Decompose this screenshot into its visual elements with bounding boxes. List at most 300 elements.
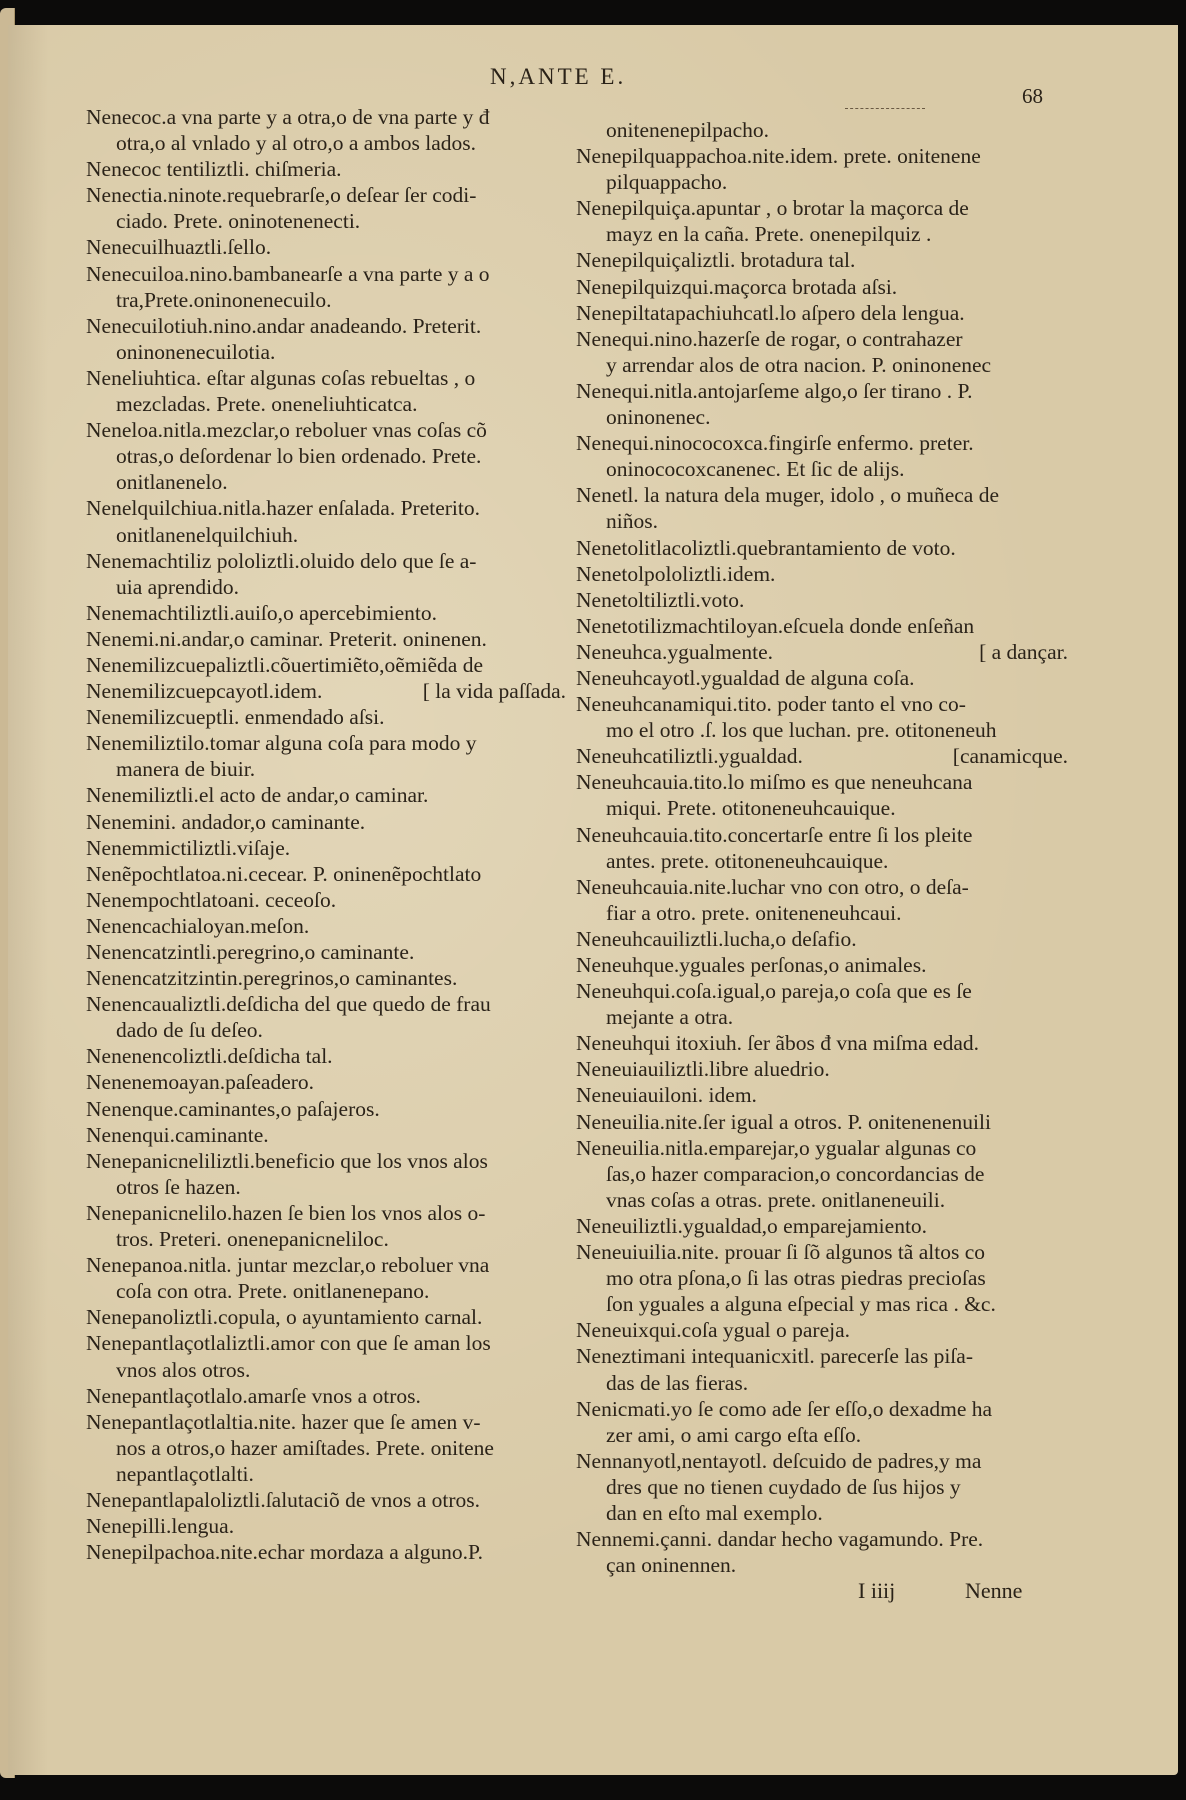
entry-headline bbox=[86, 678, 566, 704]
entry-continuation bbox=[86, 1461, 566, 1487]
entry-headline bbox=[576, 1396, 1056, 1422]
entry-continuation bbox=[576, 1265, 1056, 1291]
entry-headline bbox=[576, 378, 1056, 404]
entry-text: Nenepantlaçotlalo.amarſe vnos a otros. bbox=[86, 1383, 421, 1408]
entry-text: Nenenque.caminantes,o paſajeros. bbox=[86, 1096, 380, 1121]
entry-text: Nenencatzintli.peregrino,o caminante. bbox=[86, 940, 415, 964]
entry-continuation bbox=[86, 443, 566, 469]
entry-text: Nenepanoa.nitla. juntar mezclar,o reboluer vna bbox=[86, 1253, 490, 1278]
entry-continuation bbox=[576, 352, 1056, 378]
entry-text: Nennemi.çanni. dandar hecho vagamundo. Pre. bbox=[576, 1527, 984, 1552]
entry-text: otros ſe hazen. bbox=[116, 1174, 241, 1199]
dictionary-entry bbox=[86, 313, 566, 365]
entry-headline bbox=[576, 978, 1056, 1004]
dictionary-entry bbox=[576, 561, 1056, 587]
entry-headline bbox=[576, 743, 1068, 769]
entry-text: Neneuixqui.coſa ygual o pareja. bbox=[576, 1318, 851, 1343]
entry-text: Nenepilquiçaliztli. brotadura tal. bbox=[576, 248, 856, 273]
entry-text: tra,Prete.oninonenecuilo. bbox=[116, 287, 332, 312]
entry-headline bbox=[576, 247, 1056, 273]
entry-continuation bbox=[576, 848, 1056, 874]
entry-continuation bbox=[86, 130, 566, 156]
entry-text: mo el otro .ſ. los que luchan. pre. otitoneneuh bbox=[606, 718, 997, 743]
dictionary-entry bbox=[576, 822, 1056, 874]
entry-headline bbox=[576, 482, 1056, 508]
dictionary-entry bbox=[86, 600, 566, 626]
entry-headline bbox=[86, 261, 566, 287]
entry-text: ciado. Prete. oninotenenecti. bbox=[116, 209, 361, 234]
entry-continuation bbox=[86, 1226, 566, 1252]
entry-text: Nenemilizcuepcayotl.idem. bbox=[86, 679, 323, 704]
dictionary-entry bbox=[86, 1148, 566, 1200]
entry-text: Nenelquilchiua.nitla.hazer enſalada. Preterito. bbox=[86, 496, 480, 521]
entry-headline bbox=[86, 939, 566, 965]
entry-headline bbox=[576, 1056, 1056, 1082]
entry-headline bbox=[86, 887, 566, 913]
entry-continuation bbox=[86, 1174, 566, 1200]
entry-text: Nenemachtiliztli.auiſo,o apercebimiento. bbox=[86, 600, 438, 625]
entry-headline bbox=[86, 600, 566, 626]
dictionary-entry bbox=[86, 1409, 566, 1487]
entry-text: Neneuhqui.coſa.igual,o pareja,o coſa que es ſe bbox=[576, 979, 972, 1004]
dictionary-entry bbox=[86, 104, 566, 156]
entry-text: onitlanenelo. bbox=[116, 470, 228, 495]
entry-headline bbox=[86, 1148, 566, 1174]
dictionary-entry bbox=[86, 652, 566, 678]
entry-text: Nenemini. andador,o caminante. bbox=[86, 809, 366, 834]
entry-headline bbox=[86, 809, 566, 835]
entry-continuation bbox=[86, 1278, 566, 1304]
entry-headline bbox=[86, 1487, 566, 1513]
dictionary-entry bbox=[576, 1135, 1056, 1213]
entry-headline bbox=[576, 926, 1056, 952]
entry-text: Neneuiuilia.nite. prouar ſi ſõ algunos tã altos co bbox=[576, 1240, 985, 1265]
dictionary-entry bbox=[86, 913, 566, 939]
entry-headline bbox=[86, 965, 566, 991]
entry-headline bbox=[86, 1043, 566, 1069]
entry-headline bbox=[86, 313, 566, 339]
entry-headline bbox=[86, 1252, 566, 1278]
entry-text: Neneuhcatiliztli.ygualdad. bbox=[576, 744, 803, 769]
entry-text: fiar a otro. prete. oniteneneuhcaui. bbox=[606, 900, 902, 925]
entry-text: coſa con otra. Prete. onitlanenepano. bbox=[116, 1279, 430, 1304]
entry-text: Nennanyotl,nentayotl. deſcuido de padres,y ma bbox=[576, 1448, 982, 1473]
entry-headline bbox=[576, 665, 1056, 691]
entry-headline bbox=[576, 143, 1056, 169]
entry-text: Neneuhque.yguales perſonas,o animales. bbox=[576, 953, 927, 977]
entry-text: Nenencachialoyan.meſon. bbox=[86, 913, 310, 938]
entry-text: das de las fieras. bbox=[606, 1370, 749, 1395]
entry-continuation bbox=[576, 1291, 1056, 1317]
dictionary-entry bbox=[576, 691, 1056, 743]
dictionary-entry bbox=[576, 874, 1056, 926]
entry-text: Neneuilia.nitla.emparejar,o ygualar algunas co bbox=[576, 1135, 977, 1160]
entry-text: Nenepilquappachoa.nite.idem. prete. onitenene bbox=[576, 144, 981, 169]
entry-text: Neneliuhtica. eſtar algunas coſas rebueltas , o bbox=[86, 365, 476, 390]
dictionary-entry bbox=[86, 1383, 566, 1409]
entry-continuation bbox=[576, 117, 1056, 143]
entry-continuation bbox=[86, 522, 566, 548]
entry-continuation bbox=[86, 1017, 566, 1043]
dictionary-entry bbox=[86, 182, 566, 234]
dictionary-entry bbox=[576, 1056, 1056, 1082]
entry-continuation bbox=[576, 221, 1056, 247]
dictionary-entry bbox=[576, 743, 1068, 769]
entry-text: Nenepilpachoa.nite.echar mordaza a alguno.P. bbox=[86, 1540, 483, 1565]
entry-text: Nenencaualiztli.deſdicha del que quedo de frau bbox=[86, 992, 491, 1017]
dictionary-entry bbox=[86, 1513, 566, 1539]
entry-text: otras,o deſordenar lo bien ordenado. Prete. bbox=[116, 444, 482, 469]
entry-text: Nenẽpochtlatoa.ni.cecear. P. oninenẽpochtlato bbox=[86, 861, 482, 886]
dictionary-entry bbox=[86, 1330, 566, 1382]
entry-headline bbox=[576, 274, 1056, 300]
entry-text: Neneuhca.ygualmente. bbox=[576, 639, 773, 664]
entry-headline bbox=[576, 326, 1056, 352]
entry-headline bbox=[86, 1330, 566, 1356]
dictionary-entry bbox=[86, 887, 566, 913]
entry-headline bbox=[86, 495, 566, 521]
entry-text: pilquappacho. bbox=[606, 170, 728, 195]
entry-headline bbox=[86, 730, 566, 756]
entry-continuation bbox=[576, 795, 1056, 821]
entry-text: Nenecoc.a vna parte y a otra,o de vna parte y đ bbox=[86, 105, 490, 129]
entry-text: oninonenecuilotia. bbox=[116, 339, 276, 364]
entry-continuation bbox=[576, 1474, 1056, 1500]
entry-headline bbox=[86, 182, 566, 208]
dictionary-entry bbox=[86, 495, 566, 547]
entry-headline bbox=[576, 1135, 1056, 1161]
dictionary-entry bbox=[86, 417, 566, 495]
signature-mark: I iiij bbox=[858, 1578, 896, 1603]
entry-text: çan oninennen. bbox=[606, 1553, 737, 1578]
entry-text: niños. bbox=[606, 509, 658, 534]
dictionary-entry bbox=[86, 1200, 566, 1252]
entry-text: Neneuiauiliztli.libre aluedrio. bbox=[576, 1057, 830, 1082]
entry-text: Nenecuilotiuh.nino.andar anadeando. Preterit. bbox=[86, 313, 482, 338]
entry-text: Nenepanicneliliztli.beneficio que los vnos alos bbox=[86, 1148, 488, 1173]
overflow-bracket-text: [ a dançar. bbox=[979, 639, 1068, 664]
entry-text: Nenemiliztilo.tomar alguna coſa para modo y bbox=[86, 731, 477, 756]
entry-continuation bbox=[576, 900, 1056, 926]
entry-text: Nenecuilhuaztli.ſello. bbox=[86, 235, 272, 260]
entry-headline bbox=[86, 991, 566, 1017]
catchword: Nenne bbox=[965, 1578, 1023, 1603]
entry-text: Neneuhqui itoxiuh. ſer ãbos đ vna miſma edad. bbox=[576, 1031, 980, 1056]
entry-text: Nenetoltiliztli.voto. bbox=[576, 587, 745, 612]
dictionary-entry bbox=[576, 1109, 1056, 1135]
entry-headline bbox=[576, 822, 1056, 848]
dictionary-entry bbox=[86, 1304, 566, 1330]
entry-text: y arrendar alos de otra nacion. P. oninonenec bbox=[606, 352, 992, 377]
dictionary-entry bbox=[86, 678, 566, 704]
entry-headline bbox=[86, 913, 566, 939]
entry-text: antes. prete. otitoneneuhcauique. bbox=[606, 848, 889, 873]
entry-text: Nenemilizcueptli. enmendado aſsi. bbox=[86, 705, 385, 730]
dictionary-entry bbox=[86, 965, 566, 991]
entry-text: Nenemi.ni.andar,o caminar. Preterit. oninenen. bbox=[86, 626, 487, 651]
entry-text: Nenepanicnelilo.hazen ſe bien los vnos alos o- bbox=[86, 1200, 486, 1225]
dictionary-entry bbox=[86, 626, 566, 652]
entry-text: Nenepantlaçotlaltia.nite. hazer que ſe amen v- bbox=[86, 1409, 481, 1434]
running-head: N,ANTE E. bbox=[490, 64, 627, 89]
entry-text: Nenequi.nino.hazerſe de rogar, o contrahazer bbox=[576, 326, 963, 351]
entry-headline bbox=[576, 1239, 1056, 1265]
entry-text: mayz en la caña. Prete. onenepilquiz . bbox=[606, 222, 932, 247]
entry-headline bbox=[576, 1213, 1056, 1239]
entry-text: Neneuhcauia.nite.luchar vno con otro, o deſa- bbox=[576, 874, 969, 899]
dictionary-entry bbox=[86, 156, 566, 182]
entry-headline bbox=[576, 769, 1056, 795]
entry-headline bbox=[576, 1109, 1056, 1135]
entry-continuation bbox=[576, 1004, 1056, 1030]
entry-text: Neneuhcayotl.ygualdad de alguna coſa. bbox=[576, 665, 915, 690]
dictionary-entry bbox=[576, 430, 1056, 482]
entry-headline bbox=[576, 1082, 1056, 1108]
dictionary-entry bbox=[576, 926, 1056, 952]
entry-continuation bbox=[576, 1370, 1056, 1396]
entry-headline bbox=[86, 1122, 566, 1148]
entry-text: Nenequi.nitla.antojarſeme algo,o ſer tirano . P. bbox=[576, 378, 973, 403]
entry-text: Nenetolpololiztli.idem. bbox=[576, 561, 776, 586]
entry-text: nepantlaçotlalti. bbox=[116, 1461, 254, 1486]
dictionary-entry bbox=[576, 1317, 1056, 1343]
entry-headline bbox=[86, 1096, 566, 1122]
entry-headline bbox=[86, 548, 566, 574]
entry-headline bbox=[576, 300, 1056, 326]
entry-text: nos a otros,o hazer amiſtades. Prete. onitene bbox=[116, 1435, 494, 1460]
dictionary-entry bbox=[86, 548, 566, 600]
entry-headline bbox=[86, 234, 566, 260]
entry-text: Nenectia.ninote.requebrarſe,o deſear ſer codi- bbox=[86, 183, 477, 208]
entry-text: Nenenqui.caminante. bbox=[86, 1122, 269, 1147]
dictionary-entry bbox=[576, 274, 1056, 300]
entry-headline bbox=[86, 704, 566, 730]
entry-headline bbox=[86, 1409, 566, 1435]
entry-text: dan en eſto mal exemplo. bbox=[606, 1500, 823, 1525]
dictionary-entry bbox=[576, 326, 1056, 378]
entry-headline bbox=[86, 626, 566, 652]
entry-headline bbox=[576, 535, 1056, 561]
entry-text: Neneuiliztli.ygualdad,o emparejamiento. bbox=[576, 1213, 928, 1238]
entry-continuation bbox=[86, 574, 566, 600]
dictionary-entry bbox=[576, 1343, 1056, 1395]
entry-continuation bbox=[576, 1161, 1056, 1187]
entry-headline bbox=[576, 639, 1068, 665]
entry-text: mejante a otra. bbox=[606, 1005, 734, 1030]
dictionary-entry bbox=[576, 195, 1056, 247]
entry-text: Nenenencoliztli.deſdicha tal. bbox=[86, 1044, 333, 1069]
entry-text: onitlanenelquilchiuh. bbox=[116, 522, 299, 547]
dictionary-entry bbox=[86, 234, 566, 260]
dictionary-entry bbox=[86, 261, 566, 313]
dictionary-entry bbox=[576, 247, 1056, 273]
entry-continuation bbox=[86, 756, 566, 782]
entry-text: uia aprendido. bbox=[116, 574, 239, 599]
entry-headline bbox=[576, 587, 1056, 613]
entry-continuation bbox=[576, 1422, 1056, 1448]
entry-text: otra,o al vnlado y al otro,o a ambos lados. bbox=[116, 131, 477, 156]
dictionary-entry bbox=[576, 665, 1056, 691]
entry-text: Nenepantlapaloliztli.ſalutaciõ de vnos a otros. bbox=[86, 1487, 481, 1512]
entry-continuation bbox=[86, 469, 566, 495]
dictionary-entry bbox=[86, 1539, 566, 1565]
entry-continuation bbox=[576, 169, 1056, 195]
entry-text: Nenetl. la natura dela muger, idolo , o muñeca de bbox=[576, 483, 1000, 508]
right-column bbox=[576, 117, 1068, 1578]
entry-text: ſas,o hazer comparacion,o concordancias de bbox=[606, 1161, 985, 1186]
entry-headline bbox=[86, 782, 566, 808]
entry-text: Nenecoc tentiliztli. chiſmeria. bbox=[86, 157, 342, 182]
dictionary-entry bbox=[86, 1096, 566, 1122]
entry-headline bbox=[86, 1069, 566, 1095]
entry-text: Neneloa.nitla.mezclar,o reboluer vnas coſas cõ bbox=[86, 418, 487, 443]
entry-continuation bbox=[576, 404, 1056, 430]
entry-headline bbox=[86, 1304, 566, 1330]
entry-text: miqui. Prete. otitoneneuhcauique. bbox=[606, 796, 896, 821]
entry-headline bbox=[576, 952, 1056, 978]
entry-text: Nenemiliztli.el acto de andar,o caminar. bbox=[86, 783, 429, 808]
overflow-bracket-text: [canamicque. bbox=[952, 744, 1068, 769]
entry-text: Neneuiauiloni. idem. bbox=[576, 1083, 757, 1108]
entry-headline bbox=[576, 1317, 1056, 1343]
entry-text: mezcladas. Prete. oneneliuhticatca. bbox=[116, 392, 418, 417]
entry-text: Neneuhcauiliztli.lucha,o deſafio. bbox=[576, 926, 857, 951]
dictionary-entry bbox=[576, 143, 1056, 195]
dictionary-entry bbox=[86, 809, 566, 835]
entry-continuation bbox=[576, 1500, 1056, 1526]
entry-headline bbox=[86, 652, 566, 678]
dictionary-entry bbox=[576, 1239, 1056, 1317]
entry-continuation bbox=[576, 508, 1056, 534]
dictionary-entry bbox=[86, 365, 566, 417]
dictionary-entry bbox=[576, 1396, 1056, 1448]
entry-text: Neneuhcanamiqui.tito. poder tanto el vno co- bbox=[576, 692, 966, 717]
entry-headline bbox=[86, 1200, 566, 1226]
dictionary-entry bbox=[86, 730, 566, 782]
entry-text: vnas coſas a otras. prete. onitlaneneuili. bbox=[606, 1187, 946, 1212]
dictionary-entry bbox=[576, 300, 1056, 326]
entry-text: ſon yguales a alguna eſpecial y mas rica . &c. bbox=[606, 1292, 996, 1317]
entry-headline bbox=[576, 1448, 1056, 1474]
entry-text: oninococoxcanenec. Et ſic de alijs. bbox=[606, 457, 905, 482]
entry-text: Nenecuiloa.nino.bambanearſe a vna parte y a o bbox=[86, 261, 490, 286]
entry-text: Nenepilli.lengua. bbox=[86, 1514, 235, 1539]
page-number: 68 bbox=[1022, 84, 1043, 108]
entry-text: Nenetolitlacoliztli.quebrantamiento de voto. bbox=[576, 535, 956, 560]
entry-text: dres que no tienen cuydado de ſus hijos y bbox=[606, 1474, 961, 1499]
entry-text: dado de ſu deſeo. bbox=[116, 1018, 263, 1043]
dictionary-entry bbox=[86, 782, 566, 808]
overflow-bracket-text: [ la vida paſſada. bbox=[422, 679, 566, 704]
dictionary-entry bbox=[86, 1069, 566, 1095]
entry-text: Nenemachtiliz pololiztli.oluido delo que ſe a- bbox=[86, 548, 477, 573]
entry-text: manera de biuir. bbox=[116, 757, 256, 782]
entry-headline bbox=[86, 861, 566, 887]
dictionary-entry bbox=[86, 861, 566, 887]
entry-text: Nenempochtlatoani. ceceoſo. bbox=[86, 887, 337, 912]
entry-continuation bbox=[576, 456, 1056, 482]
entry-text: Nenemilizcuepaliztli.cõuertimiẽto,oẽmiẽda de bbox=[86, 652, 483, 677]
dictionary-entry bbox=[86, 991, 566, 1043]
entry-text: Nenepanoliztli.copula, o ayuntamiento carnal. bbox=[86, 1305, 483, 1330]
entry-text: tros. Preteri. onenepanicneliloc. bbox=[116, 1227, 389, 1252]
dictionary-entry bbox=[576, 587, 1056, 613]
entry-headline bbox=[576, 1343, 1056, 1369]
entry-headline bbox=[576, 561, 1056, 587]
entry-headline bbox=[86, 156, 566, 182]
entry-text: Neneuilia.nite.ſer igual a otros. P. onitenenenuili bbox=[576, 1109, 991, 1134]
entry-text: Nenicmati.yo ſe como ade ſer eſſo,o dexadme ha bbox=[576, 1396, 993, 1421]
dictionary-entry bbox=[576, 1082, 1056, 1108]
entry-continuation bbox=[86, 1435, 566, 1461]
entry-headline bbox=[86, 835, 566, 861]
entry-continuation bbox=[86, 391, 566, 417]
entry-text: Neneuhcauia.tito.concertarſe entre ſi los pleite bbox=[576, 822, 973, 847]
dictionary-entry bbox=[86, 1252, 566, 1304]
entry-headline bbox=[576, 874, 1056, 900]
entry-text: zer ami, o ami cargo eſta eſſo. bbox=[606, 1422, 862, 1447]
dictionary-entry bbox=[576, 1213, 1056, 1239]
entry-headline bbox=[86, 365, 566, 391]
entry-text: Nenenemoayan.paſeadero. bbox=[86, 1070, 315, 1095]
dictionary-entry bbox=[86, 704, 566, 730]
entry-text: Neneuhcauia.tito.lo miſmo es que neneuhcana bbox=[576, 770, 973, 795]
entry-text: onitenenepilpacho. bbox=[606, 118, 769, 142]
dictionary-entry bbox=[576, 613, 1056, 639]
dictionary-entry bbox=[86, 1122, 566, 1148]
dictionary-entry bbox=[576, 482, 1056, 534]
dictionary-entry bbox=[86, 835, 566, 861]
entry-continuation bbox=[86, 287, 566, 313]
dictionary-entry bbox=[86, 1043, 566, 1069]
entry-continuation bbox=[86, 208, 566, 234]
entry-headline bbox=[576, 613, 1056, 639]
entry-text: Nenepantlaçotlaliztli.amor con que ſe aman los bbox=[86, 1331, 491, 1356]
entry-headline bbox=[86, 104, 566, 130]
dictionary-entry bbox=[576, 1030, 1056, 1056]
entry-text: Neneztimani intequanicxitl. parecerſe las piſa- bbox=[576, 1344, 973, 1369]
entry-text: Nenepilquiça.apuntar , o brotar la maçorca de bbox=[576, 196, 969, 221]
entry-text: Nenequi.ninococoxca.fingirſe enfermo. preter. bbox=[576, 431, 974, 456]
entry-headline bbox=[86, 417, 566, 443]
dictionary-entry bbox=[86, 939, 566, 965]
dictionary-entry bbox=[576, 769, 1056, 821]
dictionary-entry bbox=[576, 535, 1056, 561]
entry-text: Nenencatzitzintin.peregrinos,o caminantes. bbox=[86, 966, 458, 991]
entry-headline bbox=[576, 430, 1056, 456]
entry-text: Nenepilquizqui.maçorca brotada aſsi. bbox=[576, 274, 898, 299]
dictionary-entry bbox=[576, 952, 1056, 978]
entry-headline bbox=[86, 1539, 566, 1565]
entry-text: oninonenec. bbox=[606, 405, 711, 430]
dictionary-entry bbox=[576, 378, 1056, 430]
dictionary-entry bbox=[576, 639, 1068, 665]
entry-headline bbox=[576, 195, 1056, 221]
entry-text: Nenemmictiliztli.viſaje. bbox=[86, 835, 291, 860]
entry-headline bbox=[576, 1526, 1056, 1552]
dictionary-entry bbox=[576, 978, 1056, 1030]
entry-text: mo otra pſona,o ſi las otras piedras precioſas bbox=[606, 1266, 986, 1291]
entry-text: vnos alos otros. bbox=[116, 1357, 251, 1382]
entry-text: Nenetotilizmachtiloyan.eſcuela donde enſeñan bbox=[576, 613, 975, 638]
entry-continuation bbox=[86, 1357, 566, 1383]
entry-headline bbox=[86, 1383, 566, 1409]
entry-headline bbox=[86, 1513, 566, 1539]
dictionary-entry bbox=[86, 1487, 566, 1513]
entry-continuation bbox=[576, 1187, 1056, 1213]
entry-text: Nenepiltatapachiuhcatl.lo aſpero dela lengua. bbox=[576, 300, 965, 325]
entry-continuation bbox=[86, 339, 566, 365]
